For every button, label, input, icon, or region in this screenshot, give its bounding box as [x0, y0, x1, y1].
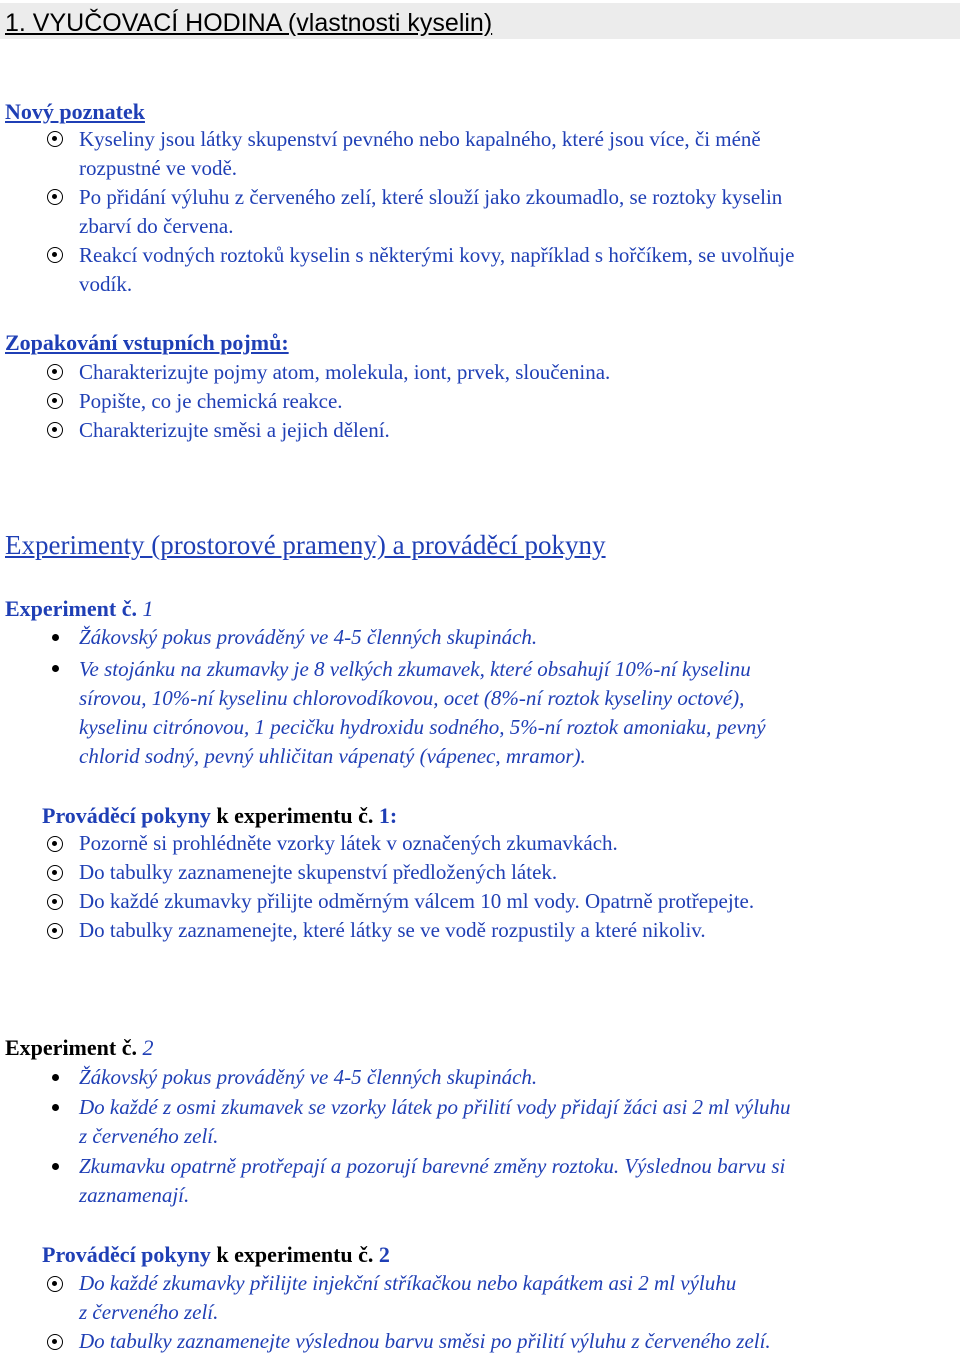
list-item-line: Pozorně si prohlédněte vzorky látek v označených zkumavkách. — [79, 831, 618, 855]
experiments-section-title: Experimenty (prostorové prameny) a prováděcí pokyny — [5, 530, 606, 560]
experiment-1-heading — [5, 594, 153, 623]
list-item-line: Žákovský pokus prováděný ve 4-5 členných skupinách. — [79, 625, 538, 649]
list-item-line: kyselinu citrónovou, 1 pecičku hydroxidu sodného, 5%-ní roztok amoniaku, pevný — [79, 715, 766, 739]
list-item-line: Do tabulky zaznamenejte skupenství předložených látek. — [79, 860, 558, 884]
list-item-line: Do každé z osmi zkumavek se vzorky látek po přilití vody přidají žáci asi 2 ml výluhu — [79, 1095, 791, 1119]
experiment-label: Experiment č. — [5, 596, 137, 621]
list-item-line: chlorid sodný, pevný uhličitan vápenatý (vápenec, mramor). — [79, 744, 586, 768]
list-item-line: z červeného zelí. — [79, 1300, 219, 1324]
title-bar — [0, 3, 960, 39]
target-bullet-icon — [47, 923, 63, 939]
list-item-line: Charakterizujte směsi a jejich dělení. — [79, 418, 390, 442]
list-item-line: Charakterizujte pojmy atom, molekula, iont, prvek, sloučenina. — [79, 360, 611, 384]
target-bullet-icon — [47, 189, 63, 205]
dot-bullet-icon — [52, 1104, 59, 1111]
dot-bullet-icon — [52, 665, 59, 672]
section-heading-novy-poznatek: Nový poznatek — [5, 99, 145, 124]
list-item-line: Po přidání výluhu z červeného zelí, které slouží jako zkoumadlo, se roztoky kyselin — [79, 185, 783, 209]
target-bullet-icon — [47, 131, 63, 147]
dot-bullet-icon — [52, 1163, 59, 1170]
target-bullet-icon — [47, 247, 63, 263]
list-item-line: Do každé zkumavky přilijte odměrným válcem 10 ml vody. Opatrně protřepejte. — [79, 889, 755, 913]
target-bullet-icon — [47, 1334, 63, 1350]
experiment-number: 2 — [142, 1035, 154, 1060]
pokyny-1-heading: Prováděcí pokyny k experimentu č. 1: — [42, 803, 398, 828]
list-item-line: Ve stojánku na zkumavky je 8 velkých zkumavek, které obsahují 10%-ní kyselinu — [79, 657, 751, 681]
target-bullet-icon — [47, 364, 63, 380]
list-item-line: Do tabulky zaznamenejte výslednou barvu směsi po přilití výluhu z červeného zelí. — [79, 1329, 771, 1353]
section-heading-zopakovani: Zopakování vstupních pojmů: — [5, 330, 289, 355]
target-bullet-icon — [47, 1276, 63, 1292]
list-item-line: sírovou, 10%-ní kyselinu chlorovodíkovou, ocet (8%-ní roztok kyseliny octové), — [79, 686, 745, 710]
experiment-number: 1 — [142, 596, 154, 621]
list-item-line: Zkumavku opatrně protřepají a pozorují barevné změny roztoku. Výslednou barvu si — [79, 1154, 786, 1178]
list-item-line: Do každé zkumavky přilijte injekční stříkačkou nebo kapátkem asi 2 ml výluhu — [79, 1271, 737, 1295]
list-item-line: vodík. — [79, 272, 133, 296]
page-title: 1. VYUČOVACÍ HODINA (vlastnosti kyselin) — [5, 9, 493, 37]
target-bullet-icon — [47, 894, 63, 910]
list-item-line: Kyseliny jsou látky skupenství pevného nebo kapalného, které jsou více, či méně — [79, 127, 761, 151]
list-item-line: rozpustné ve vodě. — [79, 156, 238, 180]
dot-bullet-icon — [52, 634, 59, 641]
list-item-line: Reakcí vodných roztoků kyselin s některými kovy, například s hořčíkem, se uvolňuje — [79, 243, 795, 267]
dot-bullet-icon — [52, 1074, 59, 1081]
target-bullet-icon — [47, 422, 63, 438]
experiment-2-heading — [5, 1033, 153, 1062]
list-item-line: zaznamenají. — [79, 1183, 190, 1207]
list-item-line: Popište, co je chemická reakce. — [79, 389, 343, 413]
list-item-line: Do tabulky zaznamenejte, které látky se ve vodě rozpustily a které nikoliv. — [79, 918, 706, 942]
experiment-label: Experiment č. — [5, 1035, 137, 1060]
pokyny-2-heading: Prováděcí pokyny k experimentu č. 2 — [42, 1242, 390, 1267]
list-item-line: z červeného zelí. — [79, 1124, 219, 1148]
list-item-line: Žákovský pokus prováděný ve 4-5 členných skupinách. — [79, 1065, 538, 1089]
target-bullet-icon — [47, 836, 63, 852]
target-bullet-icon — [47, 865, 63, 881]
target-bullet-icon — [47, 393, 63, 409]
list-item-line: zbarví do červena. — [79, 214, 234, 238]
